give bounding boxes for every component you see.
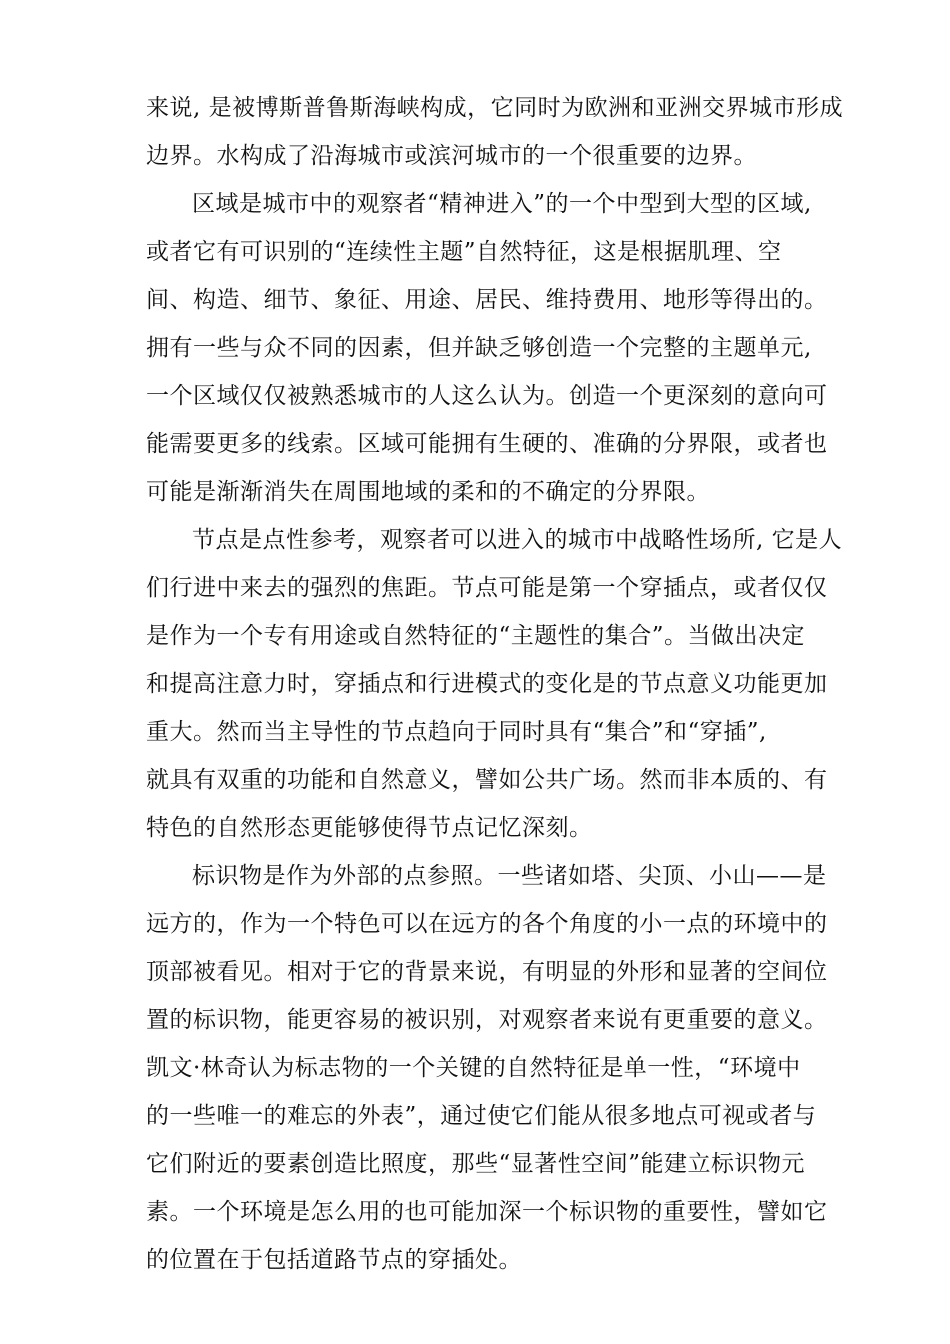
- paragraph-start-line: 标识物是作为外部的点参照。一些诸如塔、尖顶、小山——是: [192, 863, 827, 889]
- text-line: 的一些唯一的难忘的外表”，通过使它们能从很多地点可视或者与: [146, 1103, 817, 1129]
- text-line: 间、构造、细节、象征、用途、居民、维持费用、地形等得出的。: [146, 287, 828, 313]
- text-line: 的位置在于包括道路节点的穿插处。: [146, 1247, 522, 1273]
- text-line: 特色的自然形态更能够使得节点记忆深刻。: [146, 815, 593, 841]
- text-line: 一个区域仅仅被熟悉城市的人这么认为。创造一个更深刻的意向可: [146, 383, 828, 409]
- text-line: 重大。然而当主导性的节点趋向于同时具有“集合”和“穿插”,: [146, 719, 767, 745]
- paragraph-start-line: 区域是城市中的观察者“精神进入”的一个中型到大型的区域,: [192, 191, 812, 217]
- paragraph-start-line: 节点是点性参考，观察者可以进入的城市中战略性场所, 它是人: [192, 527, 843, 553]
- text-line: 置的标识物，能更容易的被识别，对观察者来说有更重要的意义。: [146, 1007, 828, 1033]
- text-line: 们行进中来去的强烈的焦距。节点可能是第一个穿插点，或者仅仅: [146, 575, 828, 601]
- text-line: 素。一个环境是怎么用的也可能加深一个标识物的重要性，譬如它: [146, 1199, 828, 1225]
- text-line: 能需要更多的线索。区域可能拥有生硬的、准确的分界限，或者也: [146, 431, 828, 457]
- text-line: 可能是渐渐消失在周围地域的柔和的不确定的分界限。: [146, 479, 710, 505]
- text-line: 它们附近的要素创造比照度，那些“显著性空间”能建立标识物元: [146, 1151, 806, 1177]
- text-line: 边界。水构成了沿海城市或滨河城市的一个很重要的边界。: [146, 143, 757, 169]
- text-line: 和提高注意力时，穿插点和行进模式的变化是的节点意义功能更加: [146, 671, 828, 697]
- text-line: 凯文·林奇认为标志物的一个关键的自然特征是单一性，“环境中: [146, 1055, 801, 1081]
- text-line: 远方的，作为一个特色可以在远方的各个角度的小一点的环境中的: [146, 911, 828, 937]
- text-line: 顶部被看见。相对于它的背景来说，有明显的外形和显著的空间位: [146, 959, 828, 985]
- text-line: 是作为一个专有用途或自然特征的“主题性的集合”。当做出决定: [146, 623, 806, 649]
- text-line: 或者它有可识别的“连续性主题”自然特征，这是根据肌理、空: [146, 239, 782, 265]
- text-line: 就具有双重的功能和自然意义，譬如公共广场。然而非本质的、有: [146, 767, 828, 793]
- text-line: 拥有一些与众不同的因素，但并缺乏够创造一个完整的主题单元,: [146, 335, 812, 361]
- text-line: 来说, 是被博斯普鲁斯海峡构成，它同时为欧洲和亚洲交界城市形成: [146, 95, 844, 121]
